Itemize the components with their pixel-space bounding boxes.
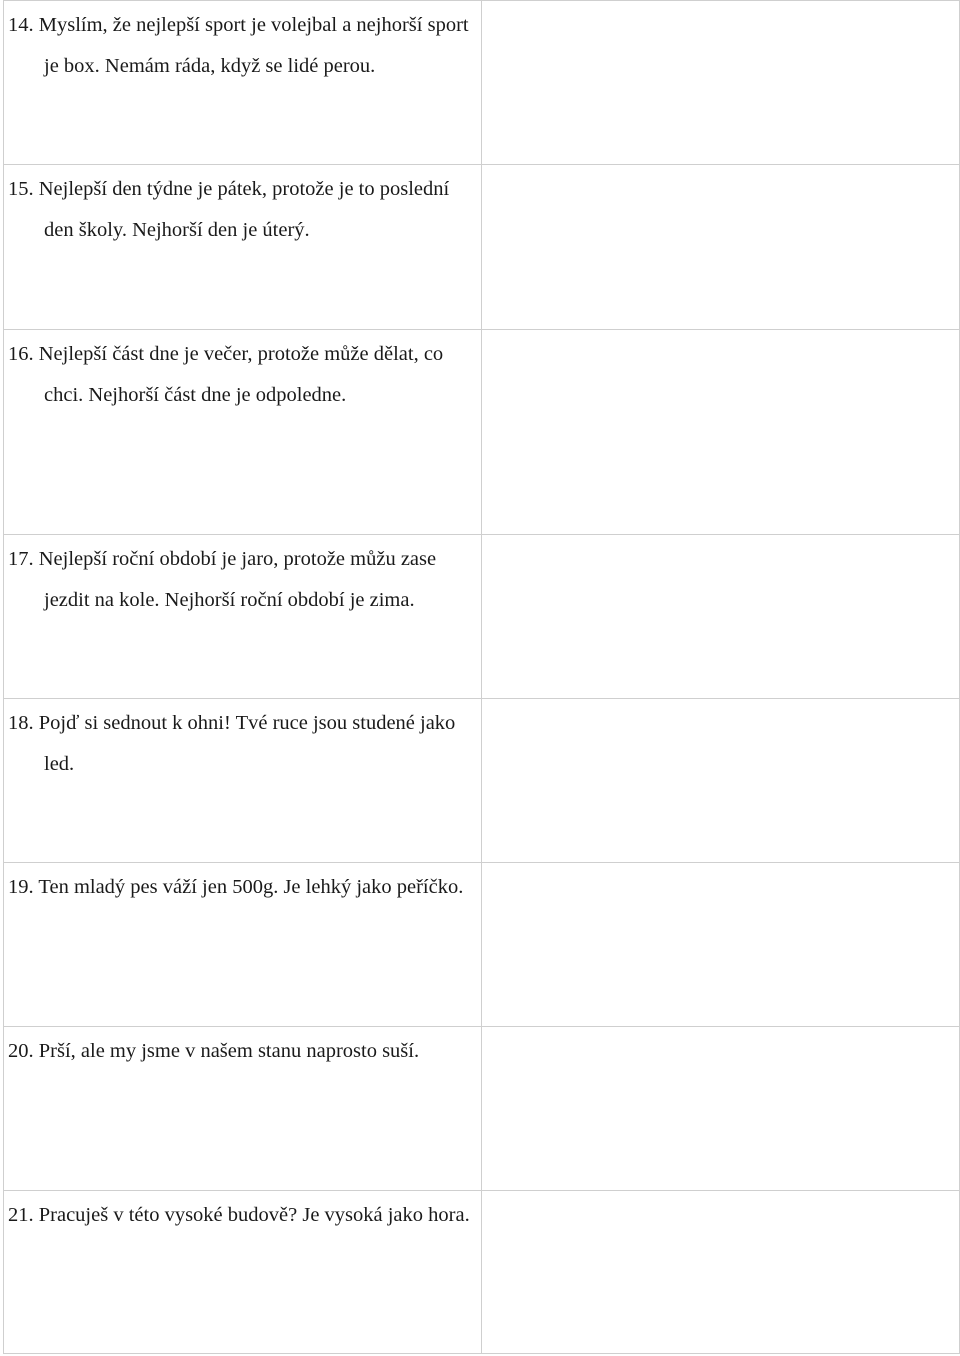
table-row <box>4 1191 960 1354</box>
table-row <box>4 699 960 863</box>
table-row <box>4 1 960 165</box>
table-row <box>4 330 960 535</box>
sentence-cell <box>4 1191 482 1354</box>
sentence-text: 16. Nejlepší část dne je večer, protože může dělat, co chci. Nejhorší část dne je odpoledne. <box>8 343 444 406</box>
table-row <box>4 165 960 330</box>
sentence-text: 17. Nejlepší roční období je jaro, protože můžu zase jezdit na kole. Nejhorší roční období je zima. <box>8 548 437 611</box>
sentence-text: 15. Nejlepší den týdne je pátek, protože je to poslední den školy. Nejhorší den je úterý. <box>8 178 450 241</box>
sentence-cell <box>4 330 482 535</box>
table-row <box>4 535 960 699</box>
sentence-text: 18. Pojď si sednout k ohni! Tvé ruce jsou studené jako led. <box>8 712 456 775</box>
sentence-cell <box>4 535 482 699</box>
answer-cell <box>482 1 960 165</box>
answer-cell <box>482 165 960 330</box>
sentence-text: 14. Myslím, že nejlepší sport je volejbal a nejhorší sport je box. Nemám ráda, když se lidé perou. <box>8 14 469 77</box>
answer-cell <box>482 330 960 535</box>
sentence-cell <box>4 863 482 1027</box>
sentence-cell <box>4 165 482 330</box>
answer-cell <box>482 535 960 699</box>
sentence-cell <box>4 699 482 863</box>
answer-cell <box>482 699 960 863</box>
sentence-cell <box>4 1 482 165</box>
table-row <box>4 863 960 1027</box>
table-row <box>4 1027 960 1191</box>
sentence-text: 19. Ten mladý pes váží jen 500g. Je lehký jako peříčko. <box>8 876 464 898</box>
answer-cell <box>482 1027 960 1191</box>
worksheet-table <box>3 0 960 1354</box>
sentence-text: 21. Pracuješ v této vysoké budově? Je vysoká jako hora. <box>8 1204 470 1226</box>
sentence-text: 20. Prší, ale my jsme v našem stanu naprosto suší. <box>8 1040 420 1062</box>
sentence-cell <box>4 1027 482 1191</box>
answer-cell <box>482 1191 960 1354</box>
answer-cell <box>482 863 960 1027</box>
